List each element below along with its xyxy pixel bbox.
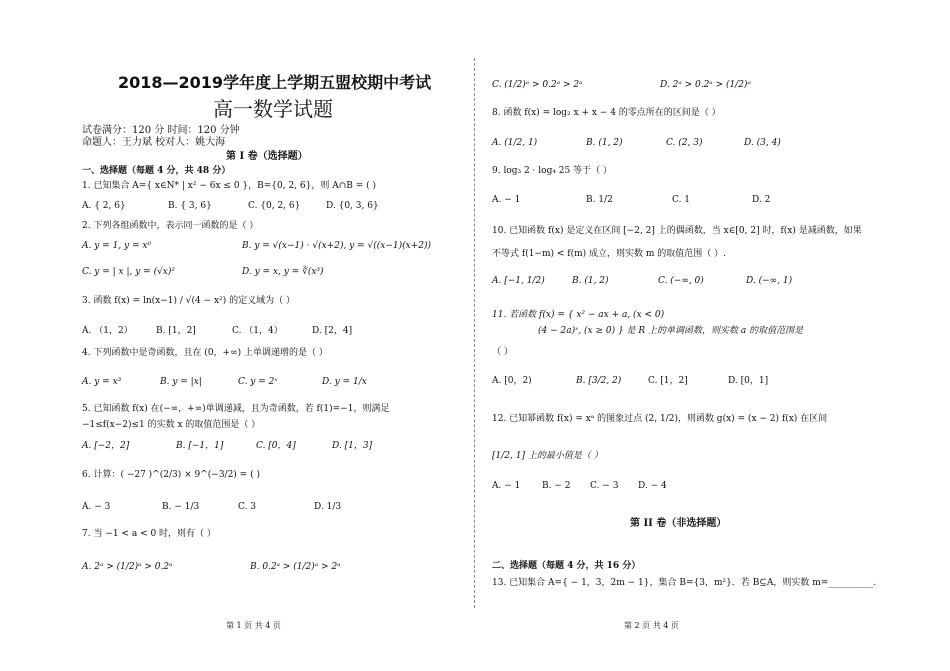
section1-heading: 一、选择题（每题 4 分，共 48 分） — [82, 166, 231, 176]
part1-heading: 第 I 卷（选择题） — [226, 151, 308, 162]
q2-option-c: C. y = | x |, y = (√x)² — [82, 267, 176, 277]
left-page-footer: 第 1 页 共 4 页 — [226, 621, 281, 630]
q4-option-d: D. y = 1/x — [322, 377, 367, 387]
q3-option-b: B. [1，2] — [156, 326, 196, 336]
q11-option-a: A. [0，2) — [492, 376, 532, 386]
question-4: 4. 下列函数中是奇函数，且在 (0，+∞) 上单调递增的是（ ） — [82, 348, 328, 358]
q1-option-c: C. {0, 2, 6} — [248, 201, 301, 211]
exam-info-score-time: 试卷满分：120 分 时间：120 分钟 — [82, 125, 240, 136]
q5-option-d: D. [1，3] — [332, 441, 373, 451]
question-5-line1: 5. 已知函数 f(x) 在(−∞，+∞)单调递减，且为奇函数，若 f(1)=−1，则满足 — [82, 404, 390, 414]
q3-option-c: C. （1，4） — [232, 326, 283, 336]
question-5-line2: −1≤f(x−2)≤1 的实数 x 的取值范围是（ ） — [82, 420, 261, 430]
q9-option-a: A. − 1 — [492, 195, 521, 205]
question-13: 13. 已知集合 A={ − 1，3，2m − 1}，集合 B={3，m²}．若 B⊆A，则实数 m=__________. — [492, 578, 877, 588]
q11-option-c: C. [1，2] — [648, 376, 688, 386]
question-11-line2: (4 − 2a)ˣ, (x ≥ 0) } 是 R 上的单调函数，则实数 a 的取值范围是 — [538, 326, 804, 336]
q10-option-c: C. (−∞, 0) — [658, 276, 704, 286]
exam-subtitle: 高一数学试题 — [213, 97, 333, 121]
q7-option-a: A. 2ᵃ > (1/2)ᵃ > 0.2ᵃ — [82, 562, 173, 572]
question-10-line2: 不等式 f(1−m) < f(m) 成立，则实数 m 的取值范围（ ）. — [492, 249, 727, 259]
question-7: 7. 当 −1 < a < 0 时，则有（ ） — [82, 529, 216, 539]
q4-option-a: A. y = x³ — [82, 377, 122, 387]
q8-option-d: D. (3, 4) — [744, 138, 781, 148]
q4-option-c: C. y = 2ˣ — [238, 377, 278, 387]
q12-option-c: C. − 3 — [590, 481, 619, 491]
q1-option-b: B. { 3, 6} — [168, 201, 212, 211]
question-12-line2: [1/2, 1] 上的最小值是（ ） — [492, 451, 603, 461]
page-divider — [474, 58, 475, 608]
question-3: 3. 函数 f(x) = ln(x−1) / √(4 − x²) 的定义域为（ ） — [82, 296, 295, 306]
question-1: 1. 已知集合 A={ x∈N* | x² − 6x ≤ 0 }，B={0, 2, 6}，则 A∩B = ( ) — [82, 181, 377, 191]
q9-option-c: C. 1 — [672, 195, 691, 205]
q3-option-a: A. （1，2） — [82, 326, 133, 336]
right-page — [476, 0, 950, 671]
q1-option-a: A. { 2, 6} — [82, 201, 126, 211]
q2-option-a: A. y = 1, y = x⁰ — [82, 241, 152, 251]
question-6: 6. 计算：( −27 )^(2/3) × 9^(−3/2) = ( ) — [82, 470, 260, 480]
q6-option-d: D. 1/3 — [314, 502, 342, 512]
q10-option-a: A. [−1, 1/2) — [492, 276, 545, 286]
q7-option-c: C. (1/2)ᵃ > 0.2ᵃ > 2ᵃ — [492, 80, 583, 90]
question-2: 2. 下列各组函数中，表示同一函数的是（ ） — [82, 221, 259, 231]
q12-option-a: A. − 1 — [492, 481, 521, 491]
q6-option-b: B. − 1/3 — [162, 502, 200, 512]
q4-option-b: B. y = |x| — [160, 377, 202, 387]
question-8: 8. 函数 f(x) = log₂ x + x − 4 的零点所在的区间是（ ） — [492, 108, 721, 118]
q8-option-b: B. (1, 2) — [586, 138, 623, 148]
q7-option-b: B. 0.2ᵃ > (1/2)ᵃ > 2ᵃ — [250, 562, 341, 572]
q8-option-a: A. (1/2, 1) — [492, 138, 538, 148]
exam-title: 2018—2019学年度上学期五盟校期中考试 — [118, 73, 432, 92]
q2-option-b: B. y = √(x−1) · √(x+2), y = √((x−1)(x+2)) — [242, 241, 432, 251]
q2-option-d: D. y = x, y = ∛(x³) — [242, 267, 324, 277]
q10-option-b: B. (1, 2) — [572, 276, 609, 286]
q3-option-d: D. [2，4] — [312, 326, 353, 336]
question-11-line1: 11. 若函数 f(x) = { x² − ax + a, (x < 0) — [492, 310, 665, 320]
q8-option-c: C. (2, 3) — [666, 138, 703, 148]
q12-option-b: B. − 2 — [542, 481, 571, 491]
section2-heading: 二、选择题（每题 4 分，共 16 分） — [492, 561, 641, 571]
right-page-footer: 第 2 页 共 4 页 — [624, 621, 679, 630]
q6-option-c: C. 3 — [238, 502, 257, 512]
question-10-line1: 10. 已知函数 f(x) 是定义在区间 [−2, 2] 上的偶函数，当 x∈[0, 2] 时，f(x) 是减函数，如果 — [492, 226, 862, 236]
q11-option-b: B. [3/2, 2) — [576, 376, 622, 386]
q5-option-b: B. [−1，1] — [176, 441, 224, 451]
q9-option-b: B. 1/2 — [586, 195, 613, 205]
question-12-line1: 12. 已知幂函数 f(x) = xᵃ 的图象过点 (2, 1/2)，则函数 g(x) = (x − 2) f(x) 在区间 — [492, 414, 828, 424]
q12-option-d: D. − 4 — [638, 481, 667, 491]
q7-option-d: D. 2ᵃ > 0.2ᵃ > (1/2)ᵃ — [660, 80, 751, 90]
exam-info-authors: 命题人：王力斌 校对人：姚大海 — [82, 137, 226, 148]
q1-option-d: D. {0, 3, 6} — [326, 201, 379, 211]
q10-option-d: D. (−∞, 1) — [746, 276, 793, 286]
q5-option-a: A. [−2，2] — [82, 441, 130, 451]
q6-option-a: A. − 3 — [82, 502, 111, 512]
q9-option-d: D. 2 — [752, 195, 771, 205]
question-11-answer: （ ） — [492, 347, 513, 357]
q11-option-d: D. [0，1] — [728, 376, 769, 386]
question-9: 9. log₃ 2 · log₄ 25 等于（ ） — [492, 166, 612, 176]
part2-heading: 第 II 卷（非选择题） — [630, 518, 727, 529]
q5-option-c: C. [0，4] — [256, 441, 296, 451]
